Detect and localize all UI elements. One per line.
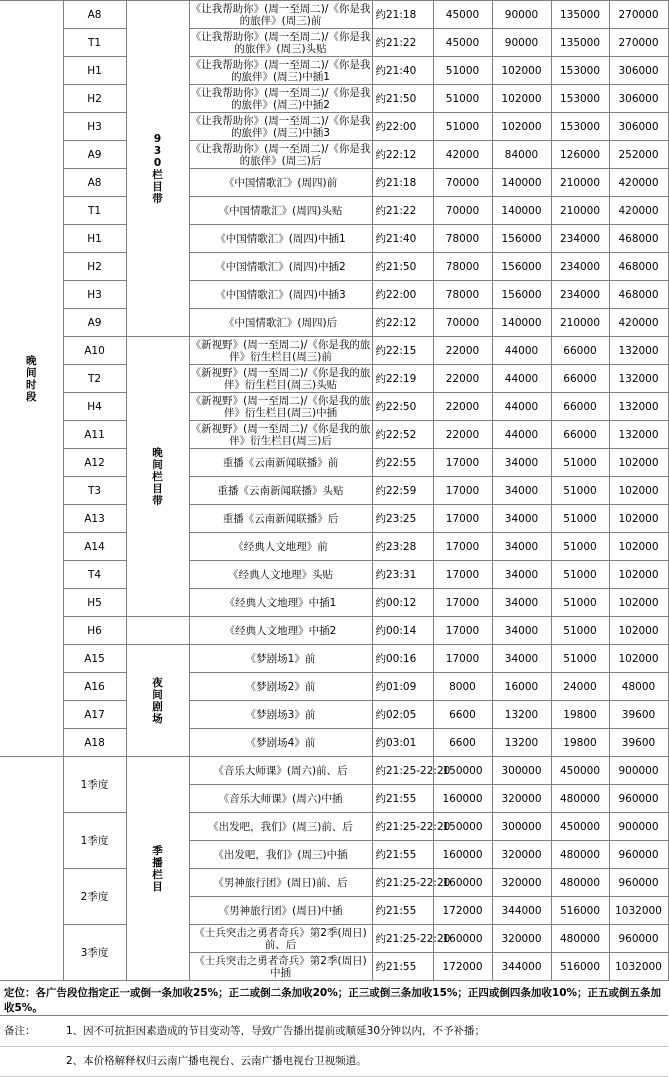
table-row bbox=[0, 449, 668, 477]
price-cell: 1032000 bbox=[609, 897, 668, 925]
price-cell: 70000 bbox=[433, 169, 492, 197]
slot-code: H4 bbox=[63, 393, 126, 421]
price-cell: 900000 bbox=[609, 757, 668, 785]
program-name: 《中国情歌汇》(周四)头贴 bbox=[189, 197, 372, 225]
air-time: 约22:00 bbox=[372, 113, 433, 141]
slot-code: A10 bbox=[63, 337, 126, 365]
slot-code: H1 bbox=[63, 57, 126, 85]
air-time: 约21:25-22:20 bbox=[372, 757, 433, 785]
air-time: 约21:25-22:20 bbox=[372, 925, 433, 953]
price-cell: 160000 bbox=[433, 869, 492, 897]
price-cell: 66000 bbox=[551, 365, 609, 393]
slot-code: A16 bbox=[63, 673, 126, 701]
slot-code: H5 bbox=[63, 589, 126, 617]
air-time: 约21:55 bbox=[372, 785, 433, 813]
table-row bbox=[0, 925, 668, 953]
table-row bbox=[0, 869, 668, 897]
slot-code: H2 bbox=[63, 253, 126, 281]
program-name: 《经典人文地理》中插2 bbox=[189, 617, 372, 645]
program-name: 《出发吧，我们》(周三)中插 bbox=[189, 841, 372, 869]
price-cell: 140000 bbox=[492, 197, 551, 225]
slot-code: A12 bbox=[63, 449, 126, 477]
slot-code: A9 bbox=[63, 141, 126, 169]
program-name: 重播《云南新闻联播》后 bbox=[189, 505, 372, 533]
slot-code: A8 bbox=[63, 1, 126, 29]
price-cell: 13200 bbox=[492, 729, 551, 757]
price-cell: 17000 bbox=[433, 505, 492, 533]
program-name: 《中国情歌汇》(周四)中插1 bbox=[189, 225, 372, 253]
air-time: 约22:55 bbox=[372, 449, 433, 477]
price-cell: 6600 bbox=[433, 701, 492, 729]
program-name: 《男神旅行团》(周日)前、后 bbox=[189, 869, 372, 897]
air-time: 约21:55 bbox=[372, 953, 433, 981]
air-time: 约22:12 bbox=[372, 309, 433, 337]
price-cell: 34000 bbox=[492, 449, 551, 477]
air-time: 约22:19 bbox=[372, 365, 433, 393]
program-name: 《梦剧场1》前 bbox=[189, 645, 372, 673]
price-cell: 468000 bbox=[609, 253, 668, 281]
price-cell: 102000 bbox=[609, 617, 668, 645]
program-name: 《新视野》(周一至周二)/《你是我的旅伴》衍生栏目(周三)前 bbox=[190, 338, 371, 363]
program-name: 《让我帮助你》(周一至周二)/《你是我的旅伴》(周三)后 bbox=[190, 142, 371, 167]
price-cell: 102000 bbox=[609, 477, 668, 505]
price-cell: 420000 bbox=[609, 309, 668, 337]
price-cell: 344000 bbox=[492, 897, 551, 925]
price-cell: 39600 bbox=[609, 729, 668, 757]
price-cell: 34000 bbox=[492, 589, 551, 617]
price-cell: 450000 bbox=[551, 757, 609, 785]
program-name: 《音乐大师课》(周六)中插 bbox=[189, 785, 372, 813]
program-name: 《中国情歌汇》(周四)中插2 bbox=[189, 253, 372, 281]
slot-code: T1 bbox=[63, 29, 126, 57]
price-cell: 45000 bbox=[433, 29, 492, 57]
price-cell: 39600 bbox=[609, 701, 668, 729]
table-row bbox=[0, 701, 668, 729]
price-cell: 210000 bbox=[551, 197, 609, 225]
price-cell: 19800 bbox=[551, 729, 609, 757]
program-name: 《让我帮助你》(周一至周二)/《你是我的旅伴》(周三)前 bbox=[190, 2, 371, 27]
group-night-label: 夜 间 剧 场 bbox=[126, 645, 189, 757]
air-time: 约22:15 bbox=[372, 337, 433, 365]
price-cell: 270000 bbox=[609, 1, 668, 29]
table-row bbox=[0, 1, 668, 29]
air-time: 约22:50 bbox=[372, 393, 433, 421]
table-row bbox=[0, 729, 668, 757]
slot-code: 2季度 bbox=[63, 869, 126, 925]
slot-code: T3 bbox=[63, 477, 126, 505]
price-cell: 78000 bbox=[433, 281, 492, 309]
price-cell: 156000 bbox=[492, 253, 551, 281]
air-time: 约22:59 bbox=[372, 477, 433, 505]
price-cell: 156000 bbox=[492, 281, 551, 309]
air-time: 约23:25 bbox=[372, 505, 433, 533]
rate-table-body bbox=[0, 1, 668, 981]
air-time: 约21:22 bbox=[372, 29, 433, 57]
price-cell: 140000 bbox=[492, 309, 551, 337]
table-row bbox=[0, 505, 668, 533]
price-cell: 17000 bbox=[433, 561, 492, 589]
price-cell: 900000 bbox=[609, 813, 668, 841]
position-note: 定位：各广告段位指定正一或倒一条加收25%；正二或倒二条加收20%；正三或倒三条加收15%；正四或倒四条加收10%；正五或倒五条加收5%。 bbox=[0, 986, 668, 1016]
slot-code: A9 bbox=[63, 309, 126, 337]
price-cell: 16000 bbox=[492, 673, 551, 701]
price-cell: 17000 bbox=[433, 617, 492, 645]
remark-label: 备注： bbox=[4, 1025, 36, 1037]
price-cell: 234000 bbox=[551, 253, 609, 281]
price-cell: 34000 bbox=[492, 505, 551, 533]
air-time: 约21:18 bbox=[372, 1, 433, 29]
program-name: 《中国情歌汇》(周四)前 bbox=[189, 169, 372, 197]
table-row bbox=[0, 757, 668, 785]
air-time: 约21:40 bbox=[372, 225, 433, 253]
program-name: 《让我帮助你》(周一至周二)/《你是我的旅伴》(周三)中插2 bbox=[190, 86, 371, 111]
price-cell: 84000 bbox=[492, 141, 551, 169]
price-cell: 17000 bbox=[433, 533, 492, 561]
table-row bbox=[0, 393, 668, 421]
slot-code: A17 bbox=[63, 701, 126, 729]
price-cell: 66000 bbox=[551, 393, 609, 421]
group-season-label: 季 播 栏 目 bbox=[126, 757, 189, 981]
price-cell: 34000 bbox=[492, 617, 551, 645]
table-row bbox=[0, 141, 668, 169]
slot-code: H6 bbox=[63, 617, 126, 645]
price-cell: 306000 bbox=[609, 57, 668, 85]
table-row bbox=[0, 589, 668, 617]
program-name: 《音乐大师课》(周六)前、后 bbox=[189, 757, 372, 785]
price-cell: 34000 bbox=[492, 533, 551, 561]
air-time: 约21:18 bbox=[372, 169, 433, 197]
price-cell: 420000 bbox=[609, 169, 668, 197]
slot-code: A11 bbox=[63, 421, 126, 449]
table-row bbox=[0, 645, 668, 673]
table-row bbox=[0, 561, 668, 589]
price-cell: 210000 bbox=[551, 309, 609, 337]
price-cell: 156000 bbox=[492, 225, 551, 253]
price-cell: 17000 bbox=[433, 589, 492, 617]
price-cell: 468000 bbox=[609, 225, 668, 253]
air-time: 约22:00 bbox=[372, 281, 433, 309]
price-cell: 102000 bbox=[609, 589, 668, 617]
price-cell: 126000 bbox=[551, 141, 609, 169]
remark-note-1: 1、因不可抗拒因素造成的节目变动等，导致广告播出提前或顺延30分钟以内，不予补播； bbox=[66, 1025, 486, 1037]
price-cell: 306000 bbox=[609, 85, 668, 113]
price-cell: 135000 bbox=[551, 29, 609, 57]
program-name: 重播《云南新闻联播》前 bbox=[189, 449, 372, 477]
price-cell: 42000 bbox=[433, 141, 492, 169]
price-cell: 480000 bbox=[551, 785, 609, 813]
price-cell: 480000 bbox=[551, 869, 609, 897]
air-time: 约21:50 bbox=[372, 253, 433, 281]
price-cell: 320000 bbox=[492, 925, 551, 953]
program-name: 《新视野》(周一至周二)/《你是我的旅伴》衍生栏目(周三)头贴 bbox=[190, 366, 371, 391]
price-cell: 344000 bbox=[492, 953, 551, 981]
price-cell: 450000 bbox=[551, 813, 609, 841]
group-season-blank bbox=[0, 757, 63, 981]
table-row bbox=[0, 85, 668, 113]
price-cell: 102000 bbox=[492, 85, 551, 113]
air-time: 约21:50 bbox=[372, 85, 433, 113]
price-cell: 234000 bbox=[551, 281, 609, 309]
price-cell: 468000 bbox=[609, 281, 668, 309]
air-time: 约22:52 bbox=[372, 421, 433, 449]
table-row bbox=[0, 57, 668, 85]
table-row bbox=[0, 253, 668, 281]
price-cell: 34000 bbox=[492, 477, 551, 505]
price-cell: 51000 bbox=[551, 561, 609, 589]
price-cell: 102000 bbox=[492, 113, 551, 141]
price-cell: 153000 bbox=[551, 57, 609, 85]
air-time: 约21:55 bbox=[372, 897, 433, 925]
price-cell: 70000 bbox=[433, 197, 492, 225]
price-cell: 44000 bbox=[492, 365, 551, 393]
price-cell: 51000 bbox=[551, 477, 609, 505]
table-row bbox=[0, 337, 668, 365]
remark-row-1 bbox=[0, 1016, 668, 1047]
price-cell: 66000 bbox=[551, 421, 609, 449]
price-cell: 102000 bbox=[609, 449, 668, 477]
price-cell: 420000 bbox=[609, 197, 668, 225]
price-cell: 22000 bbox=[433, 393, 492, 421]
program-name: 《让我帮助你》(周一至周二)/《你是我的旅伴》(周三)中插3 bbox=[190, 114, 371, 139]
price-cell: 22000 bbox=[433, 421, 492, 449]
program-name: 《经典人文地理》中插1 bbox=[189, 589, 372, 617]
price-cell: 90000 bbox=[492, 1, 551, 29]
price-cell: 960000 bbox=[609, 925, 668, 953]
table-row bbox=[0, 421, 668, 449]
program-name: 《经典人文地理》前 bbox=[189, 533, 372, 561]
price-cell: 1032000 bbox=[609, 953, 668, 981]
program-name: 《梦剧场4》前 bbox=[189, 729, 372, 757]
air-time: 约21:55 bbox=[372, 841, 433, 869]
price-cell: 17000 bbox=[433, 477, 492, 505]
price-cell: 13200 bbox=[492, 701, 551, 729]
table-row bbox=[0, 365, 668, 393]
price-cell: 45000 bbox=[433, 1, 492, 29]
price-cell: 34000 bbox=[492, 645, 551, 673]
program-name: 《出发吧，我们》(周三)前、后 bbox=[189, 813, 372, 841]
slot-code: 3季度 bbox=[63, 925, 126, 981]
price-cell: 51000 bbox=[551, 533, 609, 561]
price-cell: 132000 bbox=[609, 365, 668, 393]
price-cell: 102000 bbox=[609, 645, 668, 673]
price-cell: 17000 bbox=[433, 449, 492, 477]
price-cell: 102000 bbox=[492, 57, 551, 85]
price-cell: 78000 bbox=[433, 225, 492, 253]
slot-code: T1 bbox=[63, 197, 126, 225]
remark-note-2: 2、本价格解释权归云南广播电视台、云南广播电视台卫视频道。 bbox=[66, 1055, 367, 1067]
air-time: 约21:25-22:20 bbox=[372, 813, 433, 841]
program-name: 《士兵突击之勇者奇兵》第2季(周日)前、后 bbox=[189, 925, 372, 953]
price-cell: 34000 bbox=[492, 561, 551, 589]
price-cell: 960000 bbox=[609, 869, 668, 897]
price-cell: 66000 bbox=[551, 337, 609, 365]
slot-code: T4 bbox=[63, 561, 126, 589]
slot-code: A15 bbox=[63, 645, 126, 673]
slot-code: A8 bbox=[63, 169, 126, 197]
price-cell: 320000 bbox=[492, 841, 551, 869]
price-cell: 132000 bbox=[609, 393, 668, 421]
price-cell: 150000 bbox=[433, 757, 492, 785]
slot-code: 1季度 bbox=[63, 813, 126, 869]
price-cell: 516000 bbox=[551, 897, 609, 925]
slot-code: H1 bbox=[63, 225, 126, 253]
program-name: 《梦剧场3》前 bbox=[189, 701, 372, 729]
price-cell: 480000 bbox=[551, 841, 609, 869]
price-cell: 160000 bbox=[433, 841, 492, 869]
program-name: 《让我帮助你》(周一至周二)/《你是我的旅伴》(周三)头贴 bbox=[190, 30, 371, 55]
price-cell: 132000 bbox=[609, 337, 668, 365]
price-cell: 234000 bbox=[551, 225, 609, 253]
price-cell: 210000 bbox=[551, 169, 609, 197]
price-cell: 8000 bbox=[433, 673, 492, 701]
table-row bbox=[0, 197, 668, 225]
table-row bbox=[0, 169, 668, 197]
remark-row-2 bbox=[0, 1046, 668, 1077]
price-cell: 270000 bbox=[609, 29, 668, 57]
air-time: 约22:12 bbox=[372, 141, 433, 169]
price-cell: 51000 bbox=[551, 449, 609, 477]
price-cell: 960000 bbox=[609, 785, 668, 813]
price-cell: 51000 bbox=[433, 85, 492, 113]
price-cell: 160000 bbox=[433, 925, 492, 953]
price-cell: 300000 bbox=[492, 813, 551, 841]
slot-code: 1季度 bbox=[63, 757, 126, 813]
program-name: 重播《云南新闻联播》头贴 bbox=[189, 477, 372, 505]
program-name: 《让我帮助你》(周一至周二)/《你是我的旅伴》(周三)中插1 bbox=[190, 58, 371, 83]
program-name: 《中国情歌汇》(周四)后 bbox=[189, 309, 372, 337]
table-row bbox=[0, 673, 668, 701]
price-cell: 320000 bbox=[492, 869, 551, 897]
air-time: 约21:40 bbox=[372, 57, 433, 85]
price-cell: 48000 bbox=[609, 673, 668, 701]
air-time: 约00:16 bbox=[372, 645, 433, 673]
price-cell: 172000 bbox=[433, 897, 492, 925]
table-row bbox=[0, 225, 668, 253]
slot-code: H3 bbox=[63, 113, 126, 141]
price-cell: 102000 bbox=[609, 533, 668, 561]
price-cell: 22000 bbox=[433, 337, 492, 365]
price-cell: 44000 bbox=[492, 393, 551, 421]
price-cell: 160000 bbox=[433, 785, 492, 813]
price-cell: 22000 bbox=[433, 365, 492, 393]
program-name: 《新视野》(周一至周二)/《你是我的旅伴》衍生栏目(周三)中插 bbox=[190, 394, 371, 419]
table-row bbox=[0, 533, 668, 561]
price-cell: 150000 bbox=[433, 813, 492, 841]
program-name: 《经典人文地理》头贴 bbox=[189, 561, 372, 589]
program-name: 《中国情歌汇》(周四)中插3 bbox=[189, 281, 372, 309]
air-time: 约21:25-22:20 bbox=[372, 869, 433, 897]
table-row bbox=[0, 29, 668, 57]
air-time: 约21:22 bbox=[372, 197, 433, 225]
air-time: 约23:28 bbox=[372, 533, 433, 561]
price-cell: 140000 bbox=[492, 169, 551, 197]
table-row bbox=[0, 617, 668, 645]
price-cell: 44000 bbox=[492, 337, 551, 365]
slot-code: A14 bbox=[63, 533, 126, 561]
price-cell: 306000 bbox=[609, 113, 668, 141]
price-cell: 153000 bbox=[551, 113, 609, 141]
air-time: 约00:12 bbox=[372, 589, 433, 617]
program-name: 《新视野》(周一至周二)/《你是我的旅伴》衍生栏目(周三)后 bbox=[190, 422, 371, 447]
air-time: 约03:01 bbox=[372, 729, 433, 757]
slot-code: T2 bbox=[63, 365, 126, 393]
price-cell: 19800 bbox=[551, 701, 609, 729]
price-cell: 252000 bbox=[609, 141, 668, 169]
price-cell: 44000 bbox=[492, 421, 551, 449]
price-cell: 102000 bbox=[609, 505, 668, 533]
price-cell: 51000 bbox=[551, 617, 609, 645]
program-name: 《士兵突击之勇者奇兵》第2季(周日)中插 bbox=[189, 953, 372, 981]
price-cell: 480000 bbox=[551, 925, 609, 953]
price-cell: 960000 bbox=[609, 841, 668, 869]
program-name: 《男神旅行团》(周日)中插 bbox=[189, 897, 372, 925]
air-time: 约00:14 bbox=[372, 617, 433, 645]
price-cell: 300000 bbox=[492, 757, 551, 785]
price-cell: 70000 bbox=[433, 309, 492, 337]
group-930-label: 9 3 0 栏 目 带 bbox=[126, 1, 189, 337]
slot-code: A18 bbox=[63, 729, 126, 757]
program-name: 《梦剧场2》前 bbox=[189, 673, 372, 701]
price-cell: 51000 bbox=[433, 113, 492, 141]
price-cell: 172000 bbox=[433, 953, 492, 981]
slot-code: H3 bbox=[63, 281, 126, 309]
price-cell: 6600 bbox=[433, 729, 492, 757]
price-cell: 135000 bbox=[551, 1, 609, 29]
price-cell: 51000 bbox=[551, 505, 609, 533]
slot-code: H2 bbox=[63, 85, 126, 113]
price-cell: 516000 bbox=[551, 953, 609, 981]
slot-code: A13 bbox=[63, 505, 126, 533]
table-row bbox=[0, 113, 668, 141]
group-evening-column-label: 晚 间 栏 目 带 bbox=[126, 337, 189, 617]
group-evening-label: 晚 间 时 段 bbox=[0, 1, 63, 757]
table-row bbox=[0, 813, 668, 841]
price-cell: 320000 bbox=[492, 785, 551, 813]
price-cell: 51000 bbox=[433, 57, 492, 85]
price-cell: 132000 bbox=[609, 421, 668, 449]
group-blank bbox=[126, 617, 189, 645]
price-cell: 51000 bbox=[551, 645, 609, 673]
price-cell: 78000 bbox=[433, 253, 492, 281]
table-row bbox=[0, 309, 668, 337]
air-time: 约23:31 bbox=[372, 561, 433, 589]
price-cell: 17000 bbox=[433, 645, 492, 673]
table-row bbox=[0, 281, 668, 309]
air-time: 约02:05 bbox=[372, 701, 433, 729]
air-time: 约01:09 bbox=[372, 673, 433, 701]
price-cell: 102000 bbox=[609, 561, 668, 589]
price-cell: 153000 bbox=[551, 85, 609, 113]
price-cell: 51000 bbox=[551, 589, 609, 617]
price-cell: 24000 bbox=[551, 673, 609, 701]
table-row bbox=[0, 477, 668, 505]
price-cell: 90000 bbox=[492, 29, 551, 57]
